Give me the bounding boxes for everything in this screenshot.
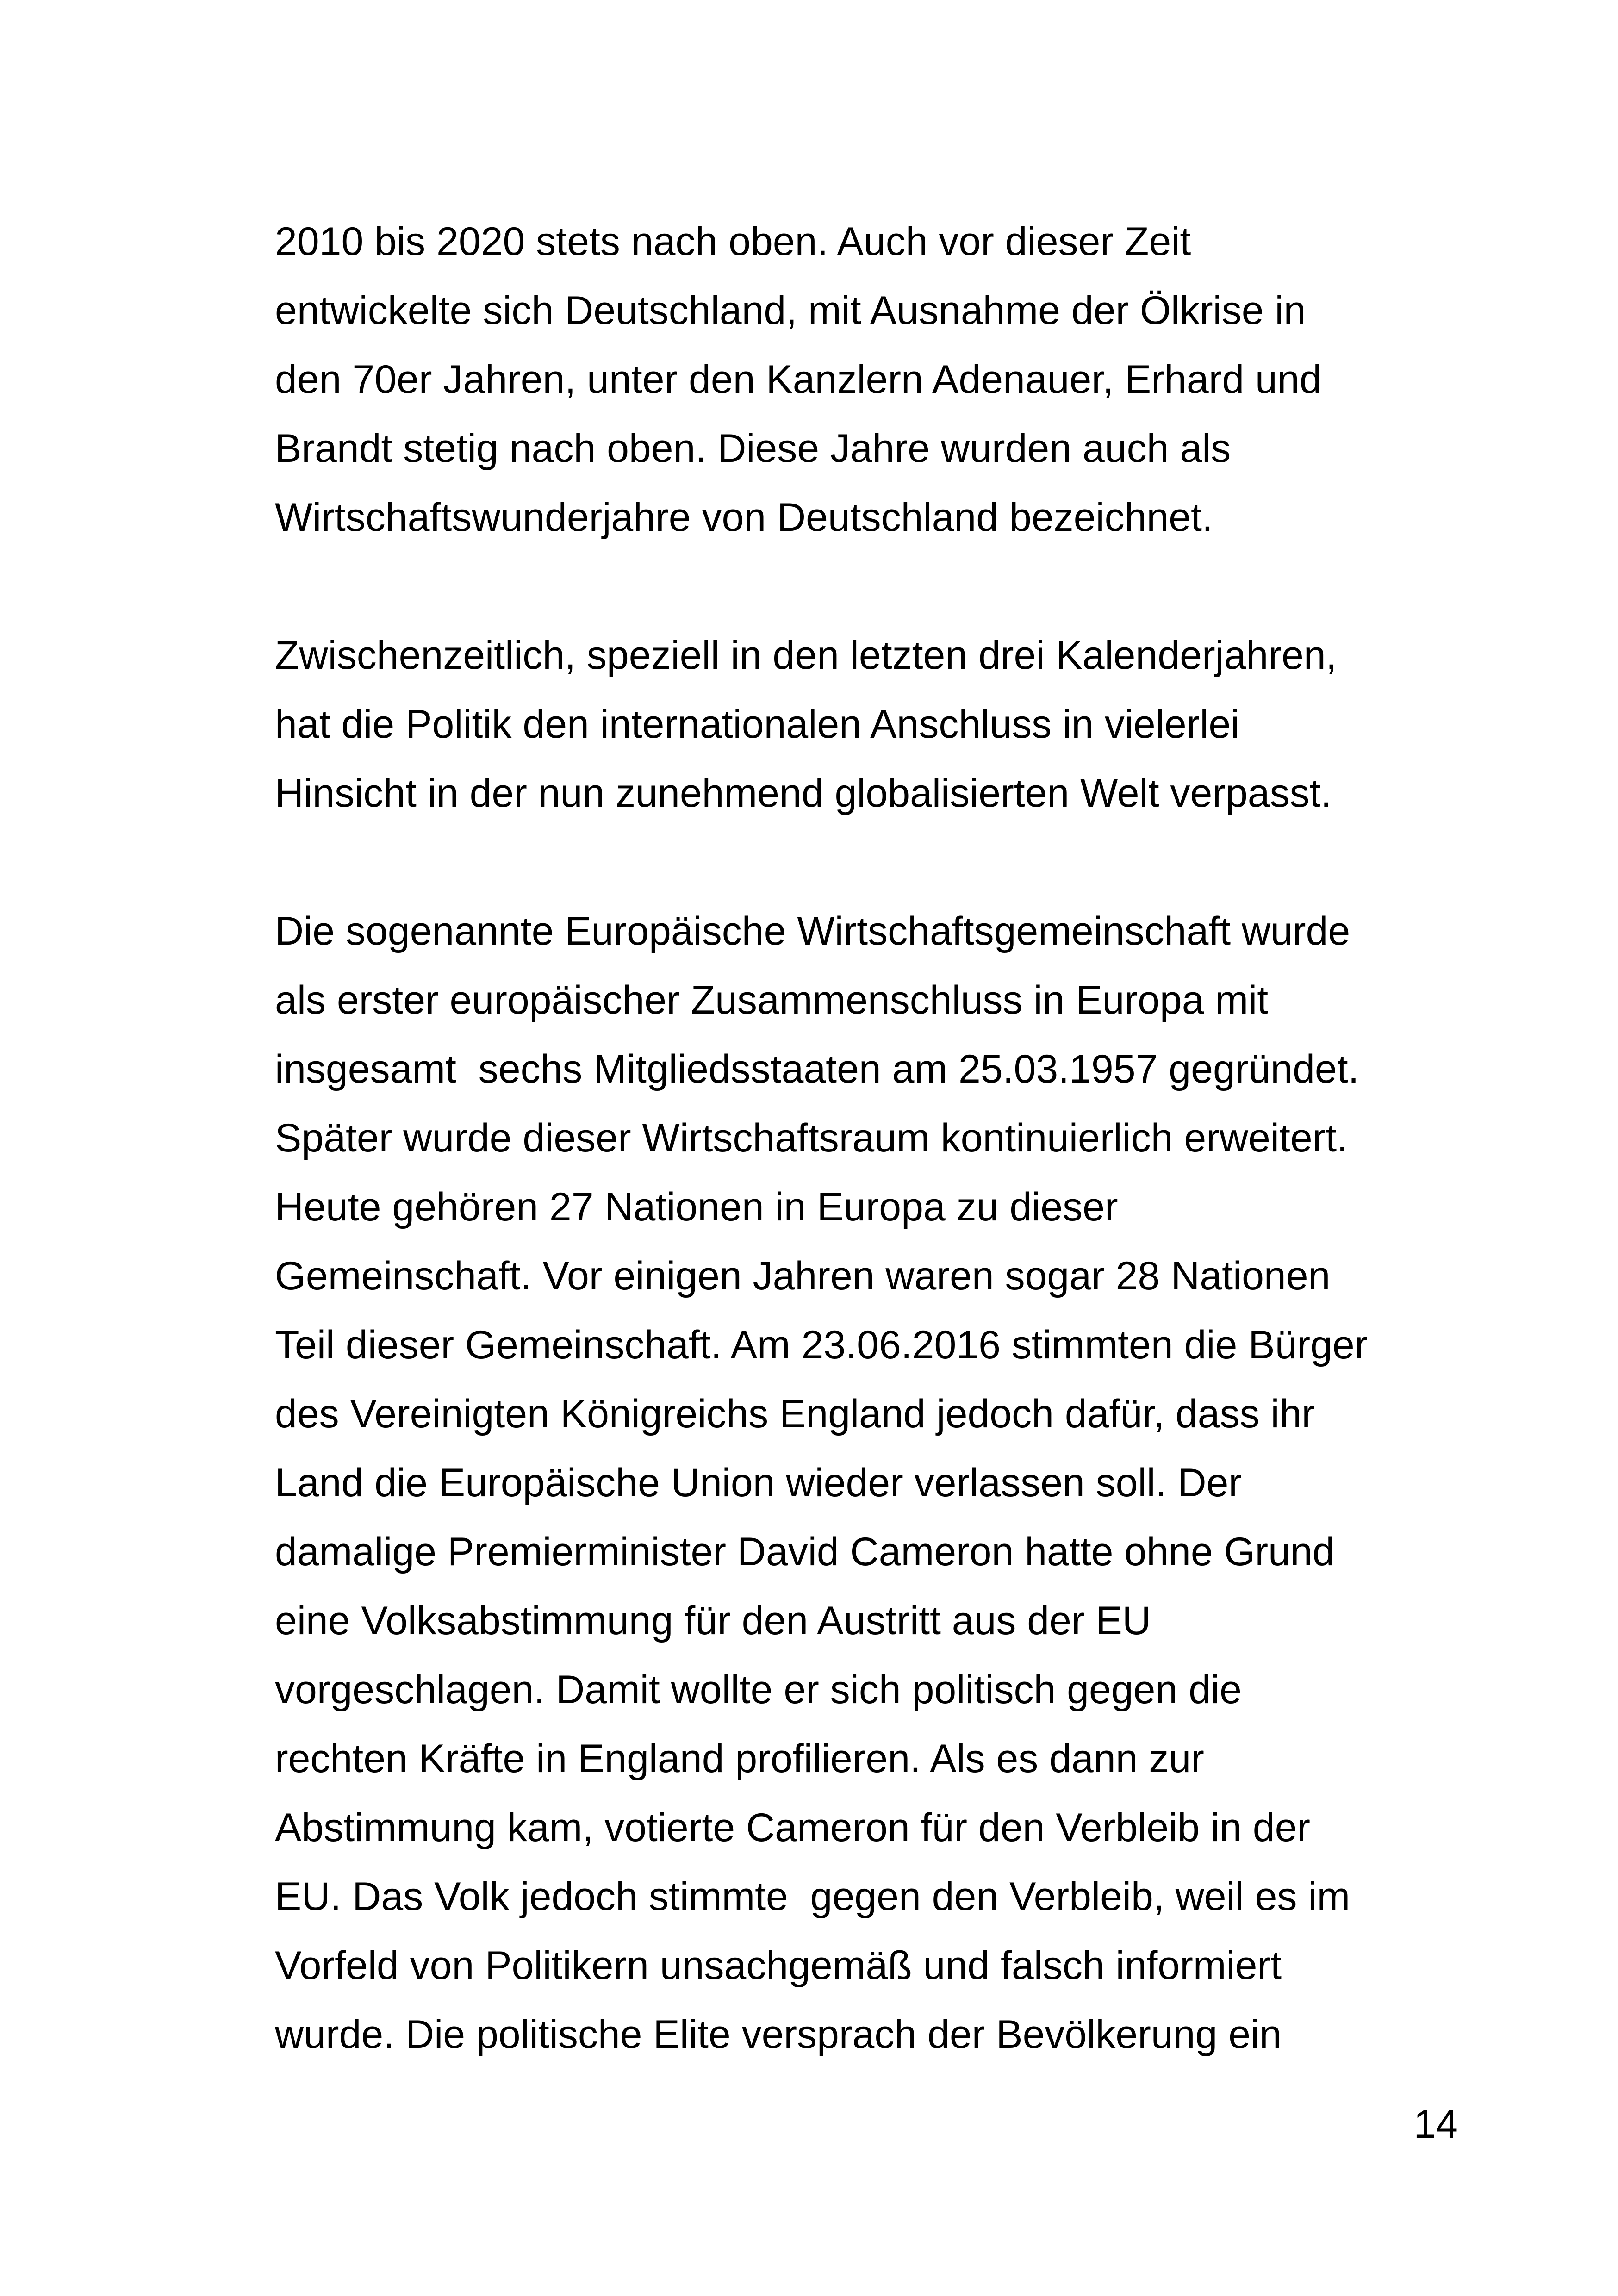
paragraph-line: den 70er Jahren, unter den Kanzlern Adenauer, Erhard und	[275, 357, 1322, 402]
paragraph-line: Land die Europäische Union wieder verlassen soll. Der	[275, 1461, 1242, 1505]
paragraph-3	[275, 897, 1460, 2069]
paragraph-line: Zwischenzeitlich, speziell in den letzten drei Kalenderjahren,	[275, 633, 1337, 678]
paragraph-line: Vorfeld von Politikern unsachgemäß und falsch informiert	[275, 1943, 1282, 1988]
paragraph-line: Abstimmung kam, votierte Cameron für den Verbleib in der	[275, 1805, 1311, 1850]
paragraph-line: Hinsicht in der nun zunehmend globalisierten Welt verpasst.	[275, 771, 1332, 815]
paragraph-line: EU. Das Volk jedoch stimmte gegen den Verbleib, weil es im	[275, 1874, 1350, 1919]
paragraph-line: Die sogenannte Europäische Wirtschaftsgemeinschaft wurde	[275, 909, 1350, 953]
paragraph-line: Brandt stetig nach oben. Diese Jahre wurden auch als	[275, 426, 1231, 471]
paragraph-line: damalige Premierminister David Cameron hatte ohne Grund	[275, 1530, 1335, 1574]
paragraph-line: vorgeschlagen. Damit wollte er sich politisch gegen die	[275, 1668, 1242, 1712]
paragraph-line: Gemeinschaft. Vor einigen Jahren waren sogar 28 Nationen	[275, 1254, 1331, 1298]
paragraph-line: entwickelte sich Deutschland, mit Ausnahme der Ölkrise in	[275, 288, 1306, 333]
paragraph-line: hat die Politik den internationalen Anschluss in vielerlei	[275, 702, 1240, 747]
paragraph-line: als erster europäischer Zusammenschluss in Europa mit	[275, 978, 1269, 1022]
paragraph-line: Teil dieser Gemeinschaft. Am 23.06.2016 stimmten die Bürger	[275, 1323, 1368, 1367]
page-number: 14	[1413, 2102, 1458, 2147]
paragraph-line: eine Volksabstimmung für den Austritt aus der EU	[275, 1599, 1151, 1643]
paragraph-line: Später wurde dieser Wirtschaftsraum kontinuierlich erweitert.	[275, 1116, 1348, 1160]
paragraph-line: rechten Kräfte in England profilieren. Als es dann zur	[275, 1736, 1204, 1781]
paragraph-line: insgesamt sechs Mitgliedsstaaten am 25.03.1957 gegründet.	[275, 1047, 1359, 1091]
paragraph-line: 2010 bis 2020 stets nach oben. Auch vor dieser Zeit	[275, 219, 1191, 264]
paragraph-1	[275, 207, 1460, 552]
paragraph-line: wurde. Die politische Elite versprach der Bevölkerung ein	[275, 2012, 1282, 2057]
paragraph-line: Heute gehören 27 Nationen in Europa zu dieser	[275, 1185, 1118, 1229]
paragraph-line: des Vereinigten Königreichs England jedoch dafür, dass ihr	[275, 1392, 1315, 1436]
paragraph-line: Wirtschaftswunderjahre von Deutschland bezeichnet.	[275, 495, 1213, 540]
paragraph-2	[275, 621, 1460, 828]
